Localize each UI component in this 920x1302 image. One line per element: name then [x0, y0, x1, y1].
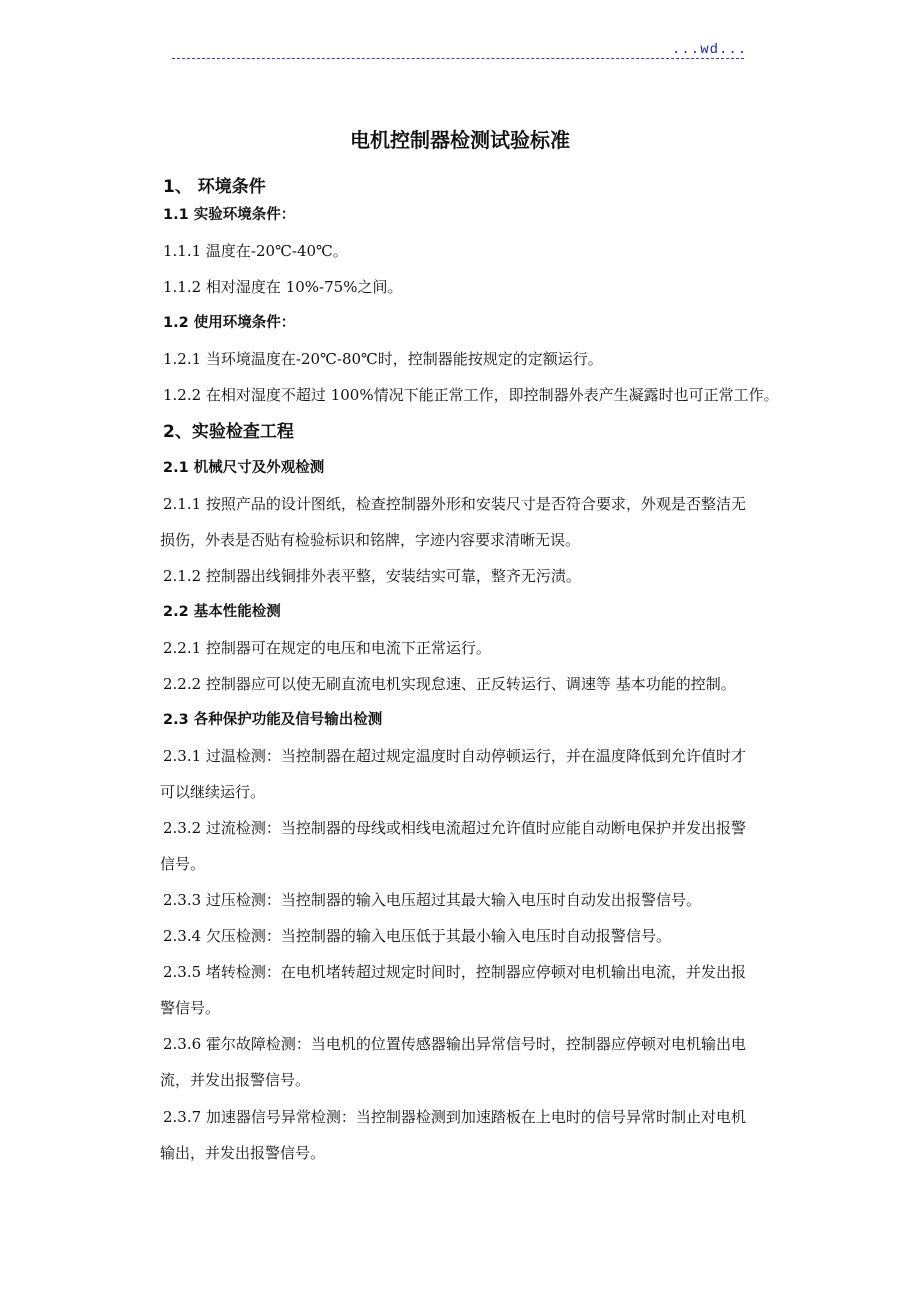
paragraph-line: 信号。 — [160, 855, 206, 873]
paragraph-line: 2.3.7 加速器信号异常检测：当控制器检测到加速踏板在上电时的信号异常时制止对电机 — [163, 1108, 746, 1126]
paragraph-line: 损伤，外表是否贴有检验标识和铭牌，字迹内容要求清晰无误。 — [160, 531, 581, 549]
paragraph-line: 2.3.2 过流检测：当控制器的母线或相线电流超过允许值时应能自动断电保护并发出报警 — [163, 819, 746, 837]
subsection-heading: 2.1 机械尺寸及外观检测 — [163, 460, 325, 476]
paragraph-line: 1.2.1 当环境温度在-20℃-80℃时，控制器能按规定的定额运行。 — [163, 350, 603, 368]
paragraph-line: 可以继续运行。 — [160, 783, 266, 801]
section-heading: 1、 环境条件 — [163, 177, 266, 197]
paragraph-line: 1.1.1 温度在-20℃-40℃。 — [163, 242, 348, 260]
paragraph-line: 2.1.2 控制器出线铜排外表平整，安装结实可靠，整齐无污渍。 — [163, 567, 581, 585]
paragraph-line: 2.2.2 控制器应可以使无刷直流电机实现怠速、正反转运行、调速等 基本功能的控制。 — [163, 675, 736, 693]
subsection-heading: 1.2 使用环境条件： — [163, 315, 296, 331]
subsection-heading: 2.2 基本性能检测 — [163, 604, 281, 620]
paragraph-line: 2.3.6 霍尔故障检测：当电机的位置传感器输出异常信号时，控制器应停顿对电机输出电 — [163, 1035, 746, 1053]
subsection-heading: 2.3 各种保护功能及信号输出检测 — [163, 712, 383, 728]
paragraph-line: 1.2.2 在相对湿度不超过 100%情况下能正常工作，即控制器外表产生凝露时也可正常工作。 — [163, 386, 779, 404]
paragraph-line: 2.2.1 控制器可在规定的电压和电流下正常运行。 — [163, 639, 491, 657]
paragraph-line: 警信号。 — [160, 999, 221, 1017]
subsection-heading: 1.1 实验环境条件： — [163, 207, 296, 223]
paragraph-line: 2.3.4 欠压检测：当控制器的输入电压低于其最小输入电压时自动报警信号。 — [163, 927, 671, 945]
document-title: 电机控制器检测试验标准 — [350, 128, 570, 152]
paragraph-line: 1.1.2 相对湿度在 10%-75%之间。 — [163, 278, 403, 296]
paragraph-line: 2.3.3 过压检测：当控制器的输入电压超过其最大输入电压时自动发出报警信号。 — [163, 891, 701, 909]
header-rule — [172, 58, 744, 59]
paragraph-line: 2.3.5 堵转检测：在电机堵转超过规定时间时，控制器应停顿对电机输出电流，并发出报 — [163, 963, 746, 981]
paragraph-line: 输出，并发出报警信号。 — [160, 1144, 326, 1162]
section-heading: 2、实验检查工程 — [163, 422, 294, 442]
paragraph-line: 流，并发出报警信号。 — [160, 1071, 311, 1089]
header-mark: ...wd... — [672, 42, 748, 58]
paragraph-line: 2.1.1 按照产品的设计图纸，检查控制器外形和安装尺寸是否符合要求，外观是否整洁无 — [163, 495, 746, 513]
paragraph-line: 2.3.1 过温检测：当控制器在超过规定温度时自动停顿运行，并在温度降低到允许值时才 — [163, 747, 746, 765]
